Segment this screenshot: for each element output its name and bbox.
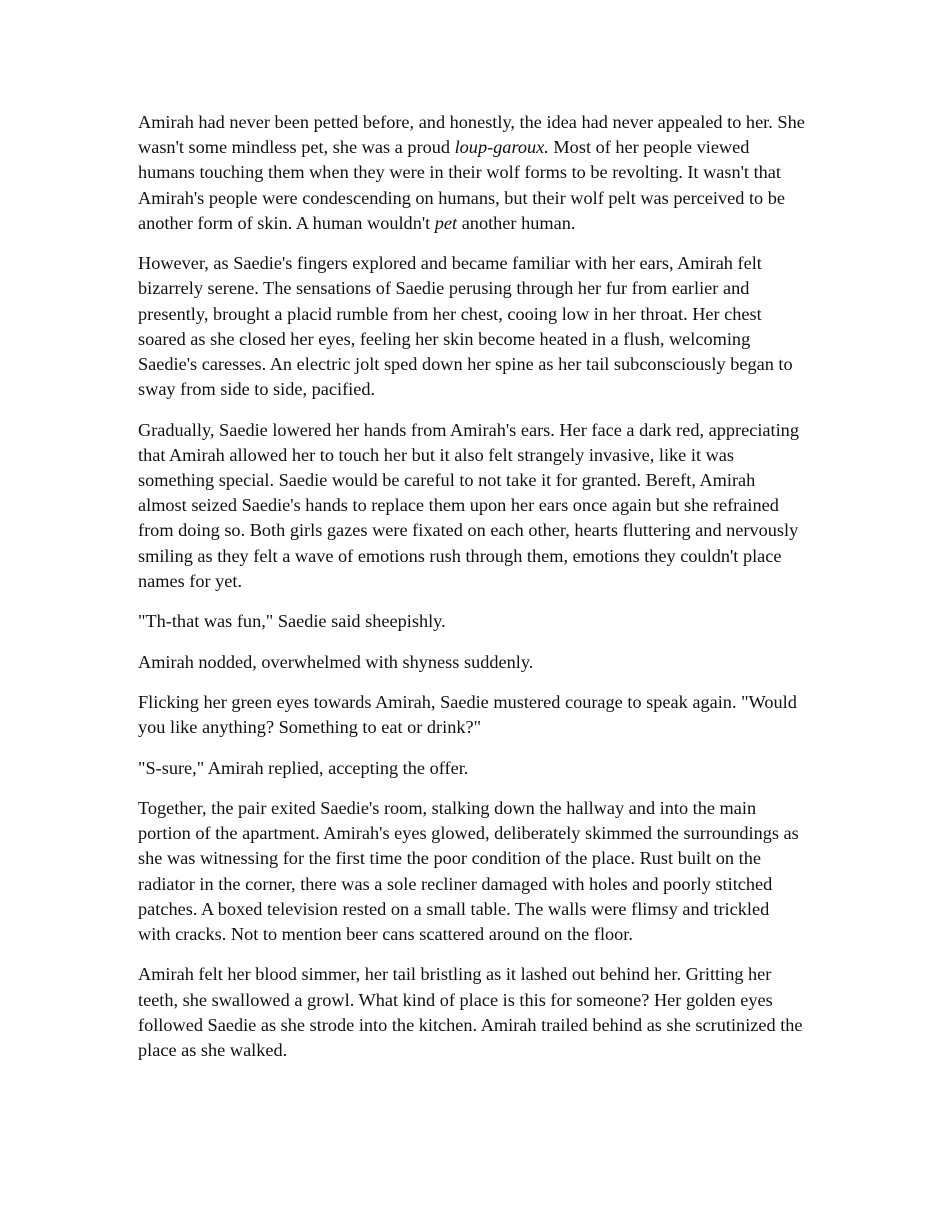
paragraph-4 — [138, 609, 806, 634]
text-segment: Most of her people viewed humans touching them when they were in their wolf forms to be revolting. It wasn't that Amirah's people were condescending on humans, but their wolf pelt was perceived to be another form of skin. A human wouldn't — [138, 137, 786, 233]
paragraph-3 — [138, 418, 806, 594]
text-segment: Amirah had never been petted before, and honestly, the idea had never appealed to her. She wasn't some mindless pet, she was a proud — [138, 112, 805, 158]
text-segment: Amirah felt her blood simmer, her tail bristling as it lashed out behind her. Gritting her teeth, she swallowed a growl. What kind of place is this for someone? Her golden eyes followed Saedie as she strode into the kitchen. Amirah trailed behind as she scrutinized the place as she walked. — [138, 964, 803, 1060]
italic-text-segment: loup-garoux. — [454, 137, 549, 158]
paragraph-8 — [138, 796, 806, 947]
text-segment: Gradually, Saedie lowered her hands from Amirah's ears. Her face a dark red, appreciating that Amirah allowed her to touch her but it also felt strangely invasive, like it was something special. Saedie would be careful to not take it for granted. Bereft, Amirah almost seized Saedie's hands to replace them upon her ears once again but she refrained from doing so. Both girls gazes were fixated on each other, hearts fluttering and nervously smiling as they felt a wave of emotions rush through them, emotions they couldn't place names for yet. — [138, 419, 799, 591]
text-segment: However, as Saedie's fingers explored and became familiar with her ears, Amirah felt bizarrely serene. The sensations of Saedie perusing through her fur from earlier and presently, brought a placid rumble from her chest, cooing low in her throat. Her chest soared as she closed her eyes, feeling her skin become heated in a flush, welcoming Saedie's caresses. An electric jolt sped down her spine as her tail subconsciously began to sway from side to side, pacified. — [138, 253, 793, 400]
paragraph-2 — [138, 251, 806, 402]
paragraph-1 — [138, 110, 806, 236]
text-segment: Together, the pair exited Saedie's room, stalking down the hallway and into the main portion of the apartment. Amirah's eyes glowed, deliberately skimmed the surroundings as she was witnessing for the first time the poor condition of the place. Rust built on the radiator in the corner, there was a sole recliner damaged with holes and poorly stitched patches. A boxed television rested on a small table. The walls were flimsy and trickled with cracks. Not to mention beer cans scattered around on the floor. — [138, 797, 799, 944]
paragraph-6 — [138, 690, 806, 740]
italic-text-segment: pet — [434, 212, 458, 233]
text-segment: Flicking her green eyes towards Amirah, Saedie mustered courage to speak again. "Would you like anything? Something to eat or drink?" — [138, 692, 797, 738]
paragraph-9 — [138, 962, 806, 1063]
paragraph-7 — [138, 756, 806, 781]
text-segment: "S-sure," Amirah replied, accepting the offer. — [138, 757, 469, 778]
paragraph-5 — [138, 650, 806, 675]
document-page — [138, 110, 806, 1078]
text-segment: another human. — [457, 212, 576, 233]
text-segment: Amirah nodded, overwhelmed with shyness suddenly. — [138, 651, 534, 672]
text-segment: "Th-that was fun," Saedie said sheepishly. — [138, 611, 446, 632]
